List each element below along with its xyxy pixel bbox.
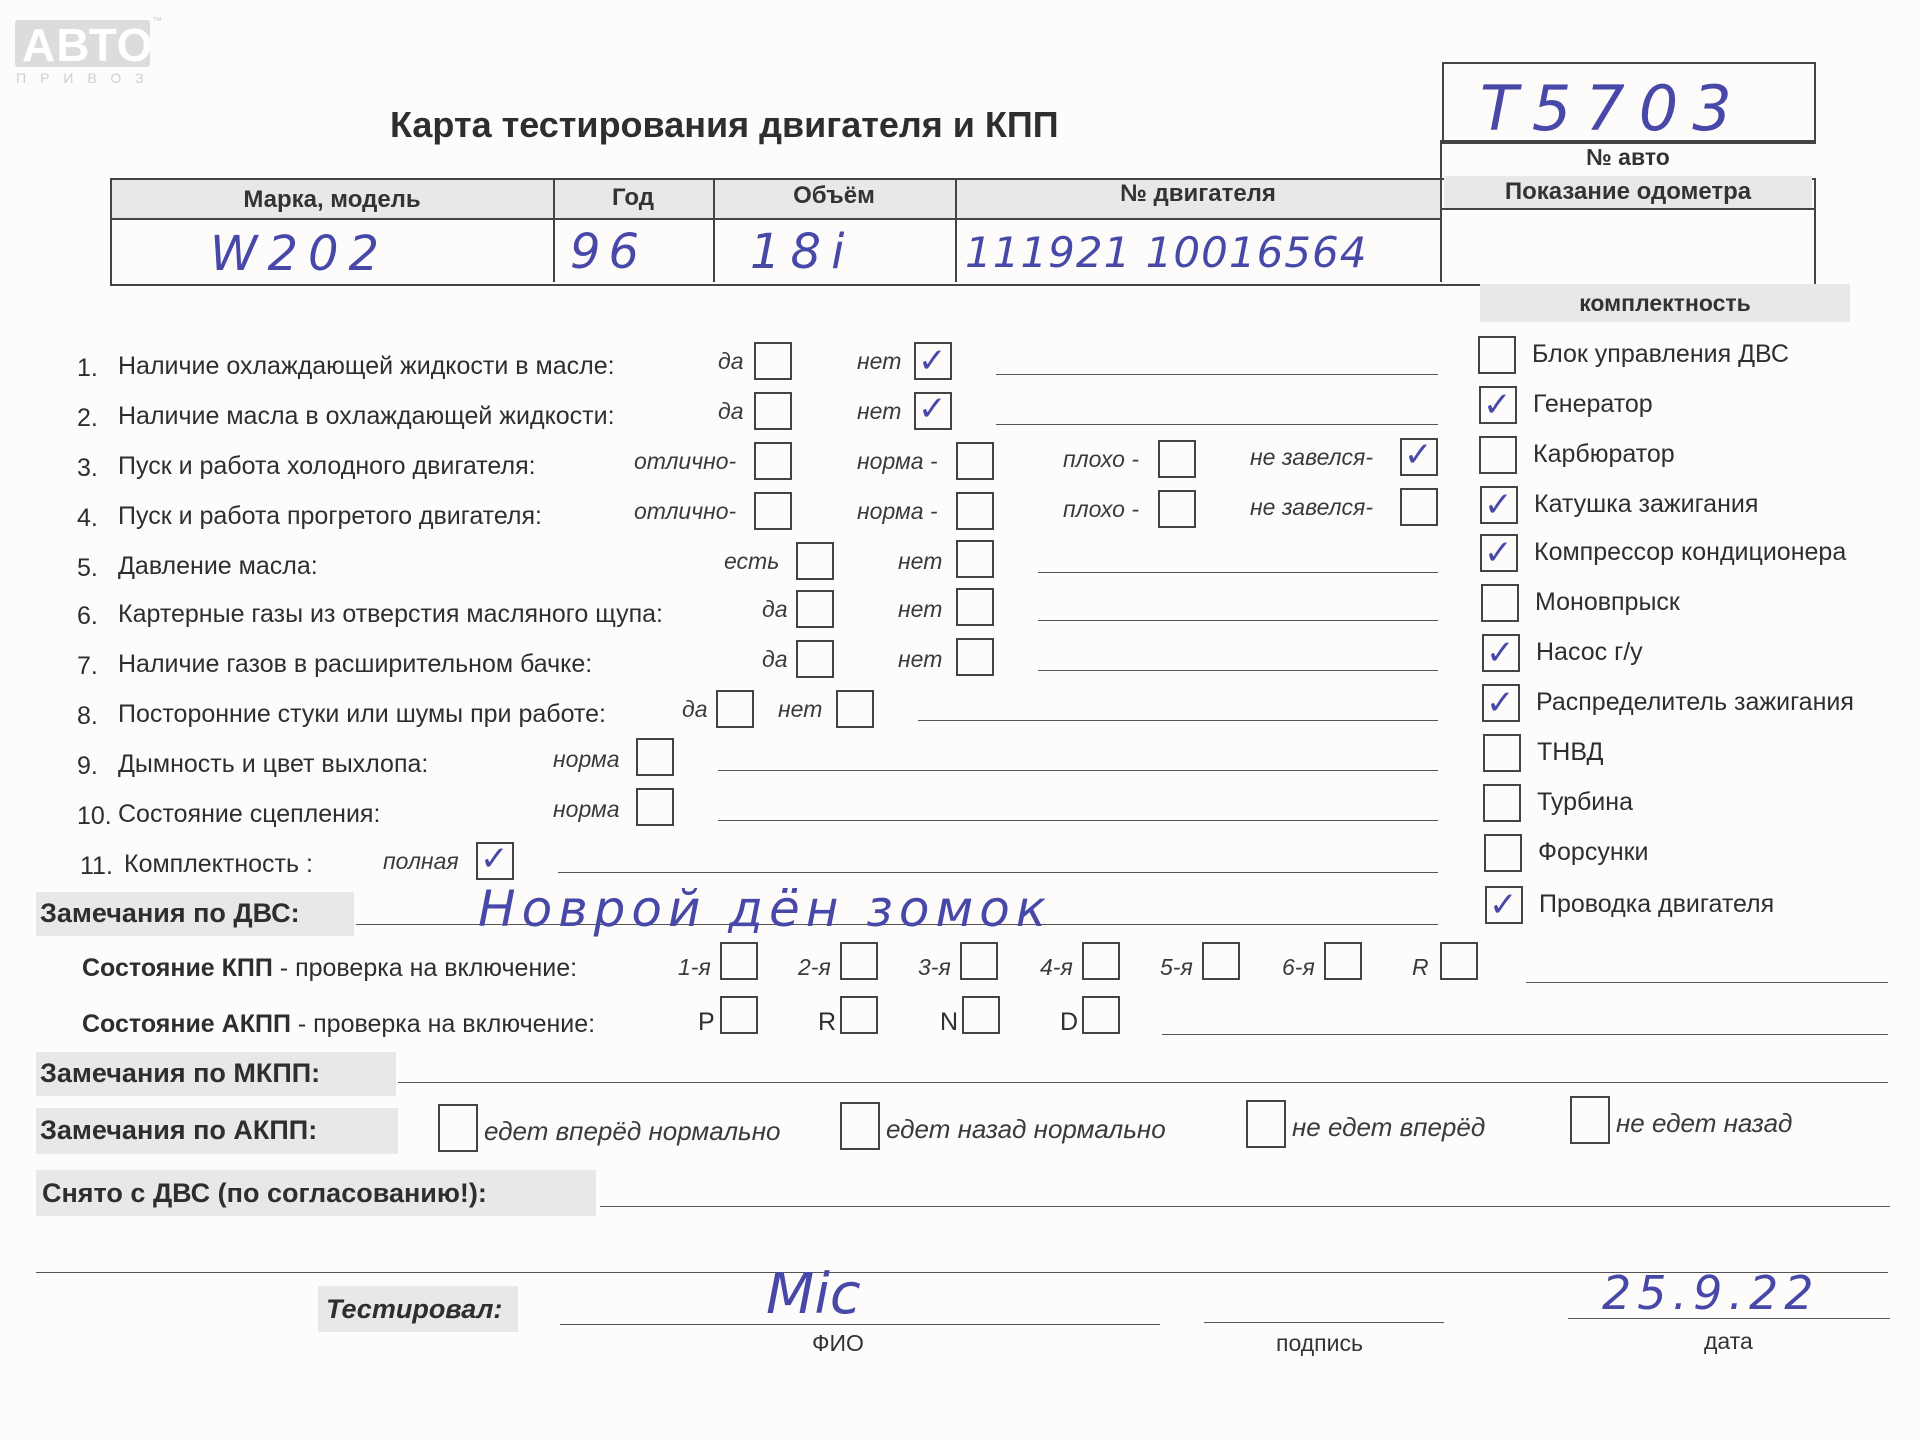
kpp-gear-7-checkbox[interactable] [1440, 942, 1478, 980]
logo-text: АВТО [22, 19, 154, 71]
header-row-divider [110, 218, 1442, 220]
kpp-gear-1-label: 1-я [678, 954, 711, 980]
row-9-number: 9. [77, 752, 98, 780]
row-10-number: 10. [77, 802, 112, 830]
completeness-item-6-label: Моновпрыск [1535, 588, 1680, 616]
kpp-gear-3-label: 3-я [918, 954, 951, 980]
row-4-option-bad: плохо - [1063, 496, 1139, 522]
row-10-label: Состояние сцепления: [118, 800, 381, 828]
completeness-item-1-checkbox[interactable] [1478, 336, 1516, 374]
akpp-note-line [1162, 1034, 1888, 1035]
row-6-no-checkbox[interactable] [956, 588, 994, 626]
completeness-item-5-label: Компрессор кондиционера [1534, 538, 1847, 566]
kpp-gear-4-label: 4-я [1040, 954, 1073, 980]
row-3-not-started-check-mark: ✓ [1404, 435, 1433, 475]
row-5-no-checkbox[interactable] [956, 540, 994, 578]
row-11-option-full: полная [383, 848, 459, 874]
row-9-normal-checkbox[interactable] [636, 738, 674, 776]
kpp-label-rest: - проверка на включение: [272, 954, 578, 982]
row-3-option-normal: норма - [857, 448, 938, 474]
row-7-note-line [1038, 670, 1438, 671]
remarks-mkpp-line [398, 1082, 1888, 1083]
year-value: 96 [570, 224, 648, 280]
akpp-label-bold: Состояние АКПП [82, 1010, 291, 1038]
signature-line [1204, 1322, 1444, 1323]
kpp-gear-5-checkbox[interactable] [1202, 942, 1240, 980]
akpp-remark-option-4-checkbox[interactable] [1570, 1096, 1610, 1144]
row-9-note-line [718, 770, 1438, 771]
completeness-item-12-label: Проводка двигателя [1539, 890, 1775, 918]
row-4-not-started-checkbox[interactable] [1400, 488, 1438, 526]
row-11-note-line [558, 872, 1438, 873]
akpp-remark-option-3-checkbox[interactable] [1246, 1100, 1286, 1148]
row-6-option-yes: да [762, 596, 788, 622]
row-10-option-normal: норма [553, 796, 620, 822]
row-10-normal-checkbox[interactable] [636, 788, 674, 826]
logo-subtitle: ПРИВОЗ [16, 70, 158, 86]
completeness-item-3-label: Карбюратор [1533, 440, 1675, 468]
row-2-no-check-mark: ✓ [918, 389, 947, 429]
row-3-option-excellent: отлично- [634, 448, 737, 474]
row-4-excellent-checkbox[interactable] [754, 492, 792, 530]
akpp-remark-option-4-label: не едет назад [1616, 1108, 1793, 1138]
logo-trademark: ™ [152, 16, 162, 27]
auto-number-divider [1442, 140, 1814, 142]
akpp-remark-option-1-label: едет вперёд нормально [484, 1116, 781, 1146]
row-4-option-excellent: отлично- [634, 498, 737, 524]
completeness-item-3-checkbox[interactable] [1479, 436, 1517, 474]
completeness-item-10-label: Турбина [1537, 788, 1633, 816]
col-engine-header: № двигателя [1120, 180, 1276, 207]
odometer-row-divider [1442, 208, 1814, 210]
row-7-option-no: нет [898, 646, 943, 672]
row-11-number: 11. [80, 852, 113, 880]
completeness-item-5-check-mark: ✓ [1484, 533, 1513, 573]
col-year-header: Год [612, 184, 654, 211]
row-2-yes-checkbox[interactable] [754, 392, 792, 430]
row-5-option-present: есть [724, 548, 780, 574]
remarks-mkpp-label: Замечания по МКПП: [40, 1058, 321, 1088]
row-6-number: 6. [77, 602, 98, 630]
row-6-yes-checkbox[interactable] [796, 590, 834, 628]
row-8-label: Посторонние стуки или шумы при работе: [118, 700, 606, 728]
row-5-present-checkbox[interactable] [796, 542, 834, 580]
col-odometer-header: Показание одометра [1504, 178, 1752, 205]
row-7-number: 7. [77, 652, 98, 680]
row-1-label: Наличие охлаждающей жидкости в масле: [118, 352, 615, 380]
engine-value: 111921 10016564 [965, 228, 1368, 277]
row-8-option-yes: да [682, 696, 708, 722]
row-8-yes-checkbox[interactable] [716, 690, 754, 728]
row-3-option-bad: плохо - [1063, 446, 1139, 472]
completeness-item-9-checkbox[interactable] [1483, 734, 1521, 772]
row-7-yes-checkbox[interactable] [796, 640, 834, 678]
row-4-bad-checkbox[interactable] [1158, 490, 1196, 528]
tested-label: Тестировал: [326, 1294, 503, 1324]
completeness-title: комплектность [1579, 290, 1751, 316]
row-8-number: 8. [77, 702, 98, 730]
col-divider-4 [1440, 140, 1442, 282]
row-2-option-no: нет [857, 398, 902, 424]
akpp-remark-option-3-label: не едет вперёд [1292, 1112, 1486, 1142]
akpp-remark-option-2-label: едет назад нормально [886, 1114, 1166, 1144]
remarks-engine-label: Замечания по ДВС: [40, 898, 300, 928]
akpp-mode-4-checkbox[interactable] [1082, 996, 1120, 1034]
completeness-item-11-checkbox[interactable] [1484, 834, 1522, 872]
completeness-item-2-label: Генератор [1533, 390, 1653, 418]
akpp-remark-option-2-checkbox[interactable] [840, 1102, 880, 1150]
row-5-number: 5. [77, 554, 98, 582]
row-8-option-no: нет [778, 696, 823, 722]
completeness-item-2-check-mark: ✓ [1483, 385, 1512, 425]
row-2-number: 2. [77, 404, 98, 432]
row-4-normal-checkbox[interactable] [956, 492, 994, 530]
row-5-label: Давление масла: [118, 552, 318, 580]
kpp-label [82, 954, 577, 983]
col-model-header: Марка, модель [243, 186, 421, 213]
completeness-item-8-check-mark: ✓ [1486, 683, 1515, 723]
row-5-option-no: нет [898, 548, 943, 574]
row-4-label: Пуск и работа прогретого двигателя: [118, 502, 542, 530]
row-4-number: 4. [77, 504, 98, 532]
row-8-note-line [918, 720, 1438, 721]
row-7-no-checkbox[interactable] [956, 638, 994, 676]
row-1-number: 1. [77, 354, 98, 382]
akpp-remark-option-1-checkbox[interactable] [438, 1104, 478, 1152]
row-4-option-normal: норма - [857, 498, 938, 524]
fio-value: Міс [766, 1262, 861, 1327]
kpp-gear-4-checkbox[interactable] [1082, 942, 1120, 980]
kpp-gear-2-checkbox[interactable] [840, 942, 878, 980]
row-3-normal-checkbox[interactable] [956, 442, 994, 480]
removed-label: Снято с ДВС (по согласованию!): [42, 1178, 487, 1208]
row-1-yes-checkbox[interactable] [754, 342, 792, 380]
completeness-item-7-check-mark: ✓ [1486, 633, 1515, 673]
row-11-label: Комплектность : [124, 850, 313, 878]
row-1-no-check-mark: ✓ [918, 341, 947, 381]
row-2-note-line [996, 424, 1438, 425]
kpp-label-bold: Состояние КПП [82, 954, 273, 982]
model-value: W202 [210, 226, 390, 282]
kpp-gear-3-checkbox[interactable] [960, 942, 998, 980]
row-10-note-line [718, 820, 1438, 821]
row-7-option-yes: да [762, 646, 788, 672]
row-3-bad-checkbox[interactable] [1158, 440, 1196, 478]
remarks-akpp-label: Замечания по АКПП: [40, 1115, 318, 1145]
kpp-gear-1-checkbox[interactable] [720, 942, 758, 980]
auto-number-label: № авто [1586, 144, 1670, 170]
akpp-label-rest: - проверка на включение: [290, 1010, 596, 1038]
completeness-item-7-label: Насос г/у [1536, 638, 1643, 666]
row-3-label: Пуск и работа холодного двигателя: [118, 452, 536, 480]
row-3-excellent-checkbox[interactable] [754, 442, 792, 480]
row-1-option-yes: да [718, 348, 744, 374]
completeness-item-8-label: Распределитель зажигания [1536, 688, 1854, 716]
kpp-gear-6-checkbox[interactable] [1324, 942, 1362, 980]
signature-caption: подпись [1276, 1330, 1363, 1356]
remarks-engine-value: Новрой дён зомок [478, 880, 1052, 938]
row-6-option-no: нет [898, 596, 943, 622]
kpp-note-line [1526, 982, 1888, 983]
kpp-gear-2-label: 2-я [798, 954, 831, 980]
volume-value: 18i [750, 224, 855, 280]
row-8-no-checkbox[interactable] [836, 690, 874, 728]
col-volume-header: Объём [793, 182, 875, 209]
akpp-mode-1-label: P [698, 1008, 715, 1036]
akpp-mode-2-label: R [818, 1008, 837, 1036]
date-value: 25.9.22 [1602, 1266, 1820, 1320]
auto-number-value: Т5703 [1480, 72, 1746, 145]
completeness-item-12-check-mark: ✓ [1489, 885, 1518, 925]
row-6-note-line [1038, 620, 1438, 621]
completeness-item-4-check-mark: ✓ [1484, 485, 1513, 525]
kpp-gear-5-label: 5-я [1160, 954, 1193, 980]
row-7-label: Наличие газов в расширительном бачке: [118, 650, 593, 678]
row-1-option-no: нет [857, 348, 902, 374]
row-5-note-line [1038, 572, 1438, 573]
akpp-mode-1-checkbox[interactable] [720, 996, 758, 1034]
row-3-option-not-started: не завелся- [1250, 444, 1374, 470]
akpp-mode-3-label: N [940, 1008, 959, 1036]
row-1-note-line [996, 374, 1438, 375]
akpp-label [82, 1010, 595, 1039]
row-2-label: Наличие масла в охлаждающей жидкости: [118, 402, 615, 430]
completeness-item-4-label: Катушка зажигания [1534, 490, 1759, 518]
completeness-item-6-checkbox[interactable] [1481, 584, 1519, 622]
page-title: Карта тестирования двигателя и КПП [390, 104, 1059, 145]
row-6-label: Картерные газы из отверстия масляного щупа: [118, 600, 663, 628]
date-caption: дата [1704, 1328, 1753, 1354]
row-4-option-not-started: не завелся- [1250, 494, 1374, 520]
row-2-option-yes: да [718, 398, 744, 424]
akpp-mode-2-checkbox[interactable] [840, 996, 878, 1034]
fio-caption: ФИО [812, 1330, 864, 1356]
row-9-label: Дымность и цвет выхлопа: [118, 750, 429, 778]
row-9-option-normal: норма [553, 746, 620, 772]
akpp-mode-4-label: D [1060, 1008, 1079, 1036]
row-3-number: 3. [77, 454, 98, 482]
row-11-full-check-mark: ✓ [480, 839, 509, 879]
completeness-item-9-label: ТНВД [1537, 738, 1604, 766]
removed-line [600, 1206, 1890, 1207]
completeness-item-11-label: Форсунки [1538, 838, 1649, 866]
akpp-mode-3-checkbox[interactable] [962, 996, 1000, 1034]
kpp-gear-6-label: 6-я [1282, 954, 1315, 980]
completeness-item-1-label: Блок управления ДВС [1532, 340, 1789, 368]
completeness-item-10-checkbox[interactable] [1483, 784, 1521, 822]
kpp-gear-7-label: R [1412, 954, 1429, 980]
